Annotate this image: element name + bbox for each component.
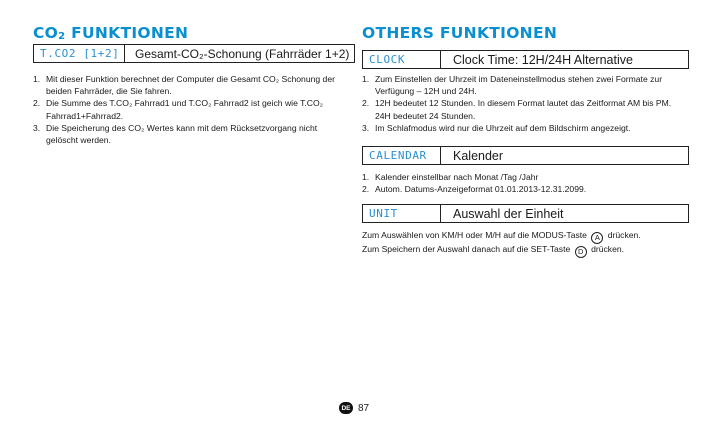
calendar-list bbox=[362, 171, 688, 195]
clock-function-box bbox=[362, 50, 689, 69]
tco2-code: T.CO2 [1+2] bbox=[34, 45, 125, 62]
list-item: 2. 12H bedeutet 12 Stunden. In diesem Format lautet das Zeitformat AM bis PM. 24H bedeutet 24 Stunden. bbox=[362, 98, 672, 121]
list-item: 1. Mit dieser Funktion berechnet der Computer die Gesamt CO₂ Schonung der beiden Fahrräder, die Sie fahren. bbox=[33, 74, 335, 97]
co2-heading: $CO_2$ FUNKTIONEN bbox=[33, 24, 189, 42]
unit-instruction-2: Zum Speichern der Auswahl danach auf die SET-Taste D drücken. bbox=[362, 244, 625, 256]
calendar-function-box bbox=[362, 146, 689, 165]
list-item: 1. Zum Einstellen der Uhrzeit im Dateneinstellmodus stehen zwei Formate zur Verfügung – 12H und 24H. bbox=[362, 74, 663, 97]
tco2-label: Gesamt-CO₂-Schonung (Fahrräder 1+2) bbox=[135, 46, 350, 61]
unit-label: Auswahl der Einheit bbox=[453, 206, 564, 221]
calendar-code: CALENDAR bbox=[363, 147, 441, 164]
unit-code: UNIT bbox=[363, 205, 441, 222]
list-item: 1. Kalender einstellbar nach Monat /Tag /Jahr bbox=[362, 172, 539, 182]
unit-instruction-1: Zum Auswählen von KM/H oder M/H auf die MODUS-Taste A drücken. bbox=[362, 230, 641, 242]
list-item: 2. Autom. Datums-Anzeigeformat 01.01.2013-12.31.2099. bbox=[362, 184, 587, 195]
tco2-function-box bbox=[33, 44, 355, 63]
list-item: 3. Die Speicherung des CO₂ Wertes kann mit dem Rücksetzvorgang nicht gelöscht werden. bbox=[33, 122, 318, 146]
clock-code: CLOCK bbox=[363, 51, 441, 68]
set-key-icon: D bbox=[575, 246, 587, 258]
language-badge-icon: DE bbox=[339, 402, 353, 414]
page-footer bbox=[339, 402, 369, 414]
list-item: 2. Die Summe des T.CO₂ Fahrrad1 und T.CO₂ Fahrrad2 ist geich wie T.CO₂ Fahrrad1+Fahrrad2. bbox=[33, 98, 323, 121]
page-number: 87 bbox=[358, 402, 370, 414]
clock-label: Clock Time: 12H/24H Alternative bbox=[453, 52, 633, 67]
others-heading: OTHERS FUNKTIONEN bbox=[362, 24, 558, 42]
calendar-label: Kalender bbox=[453, 148, 504, 163]
clock-list bbox=[362, 73, 688, 134]
list-item: 3. Im Schlafmodus wird nur die Uhrzeit auf dem Bildschirm angezeigt. bbox=[362, 122, 631, 133]
unit-function-box bbox=[362, 204, 689, 223]
co2-list bbox=[33, 73, 338, 146]
mode-key-icon: A bbox=[591, 232, 603, 244]
